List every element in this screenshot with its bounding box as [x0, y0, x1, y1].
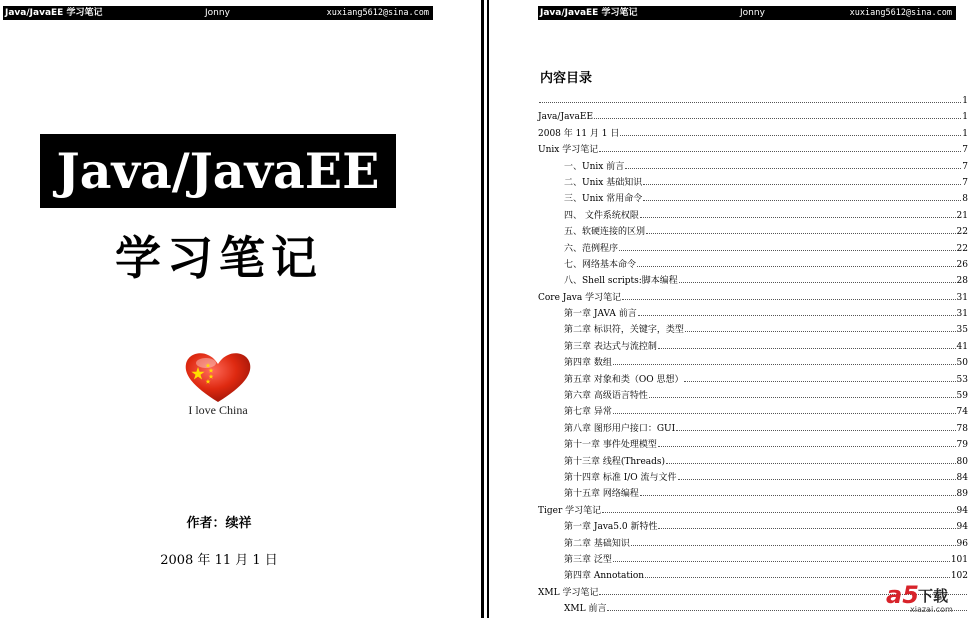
toc-entry-label: 第十五章 网络编程 [564, 489, 639, 500]
toc-entry-page: 7 [962, 161, 968, 172]
toc-entry-label: 第一章 JAVA 前言 [564, 309, 637, 320]
header-email: xuxiang5612@sina.com [849, 8, 952, 18]
toc-entry-page: 79 [956, 440, 968, 451]
toc-entry[interactable] [538, 306, 968, 322]
toc-entry[interactable] [538, 421, 968, 437]
toc-entry-page: 31 [956, 309, 968, 320]
cover-author: 作者：续祥 [186, 516, 252, 531]
toc-entry[interactable] [538, 536, 968, 552]
toc-entry[interactable] [538, 290, 968, 306]
toc-entry-page: 7 [962, 177, 968, 188]
toc-entry[interactable] [538, 93, 968, 109]
toc-leader-dots [666, 462, 955, 464]
toc-leader-dots [684, 380, 955, 382]
page-header [3, 6, 433, 20]
toc-entry[interactable] [538, 241, 968, 257]
toc-leader-dots [622, 298, 955, 300]
header-doc-title: Java/JavaEE 学习笔记 [540, 8, 638, 18]
toc-entry-label: 第三章 泛型 [564, 554, 612, 565]
toc-leader-dots [625, 167, 961, 169]
toc-entry-label: Tiger 学习笔记 [538, 505, 602, 516]
toc-entry-page: 22 [956, 243, 968, 254]
toc-leader-dots [637, 265, 956, 267]
toc-leader-dots [658, 347, 956, 349]
watermark-brand: a5 [886, 581, 919, 609]
toc-entry-label: 四、 文件系统权限 [564, 210, 639, 221]
toc-entry-label: 第一章 Java5.0 新特性 [564, 522, 658, 533]
toc-leader-dots [613, 363, 956, 365]
header-doc-title: Java/JavaEE 学习笔记 [5, 8, 103, 18]
watermark-text: 下载 [918, 587, 949, 605]
toc-entry[interactable] [538, 454, 968, 470]
toc-entry-label: 第十一章 事件处理模型 [564, 440, 657, 451]
toc-leader-dots [643, 183, 961, 185]
toc-entry[interactable] [538, 224, 968, 240]
cover-page [0, 0, 481, 618]
image-caption: I love China [188, 403, 248, 417]
toc-entry-page: 74 [956, 407, 968, 418]
toc-entry[interactable] [538, 339, 968, 355]
toc-entry-page: 1 [962, 112, 968, 123]
toc-leader-dots [620, 134, 961, 136]
toc-entry-page: 94 [956, 505, 968, 516]
toc-entry-label: 第十三章 线程(Threads) [564, 456, 666, 467]
toc-entry-label: 第三章 表达式与流控制 [564, 341, 657, 352]
toc-entry-label: 第六章 高级语言特性 [564, 391, 648, 402]
toc-entry[interactable] [538, 503, 968, 519]
toc-entry-page: 41 [956, 341, 968, 352]
toc-entry[interactable] [538, 208, 968, 224]
toc-leader-dots [646, 232, 956, 234]
toc-entry[interactable] [538, 388, 968, 404]
toc-entry-page: 84 [956, 472, 968, 483]
toc-leader-dots [643, 199, 961, 201]
toc-entry-page: 101 [950, 554, 968, 565]
toc-entry[interactable] [538, 519, 968, 535]
toc-entry-page: 28 [956, 276, 968, 287]
toc-entry-page: 22 [956, 227, 968, 238]
toc-leader-dots [539, 101, 961, 103]
toc-entry-label: 第二章 标识符，关键字，类型 [564, 325, 684, 336]
toc-entry-label: 第四章 Annotation [564, 571, 645, 582]
toc-leader-dots [613, 412, 956, 414]
header-author: Jonny [740, 8, 765, 18]
toc-leader-dots [649, 396, 956, 398]
toc-entry-label: 第十四章 标准 I/O 流与文件 [564, 472, 677, 483]
toc-entry-page: 21 [956, 210, 968, 221]
toc-leader-dots [613, 560, 950, 562]
toc-entry-label: 一、Unix 前言 [564, 161, 625, 172]
toc-entry-page: 96 [956, 538, 968, 549]
toc-entry[interactable] [538, 142, 968, 158]
toc-entry-page: 31 [956, 292, 968, 303]
toc-entry[interactable] [538, 372, 968, 388]
toc-entry-page: 102 [950, 571, 968, 582]
toc-entry-label: 第七章 异常 [564, 407, 612, 418]
toc-entry[interactable] [538, 470, 968, 486]
toc-leader-dots [640, 216, 956, 218]
toc-leader-dots [679, 281, 956, 283]
page-header [538, 6, 956, 20]
toc-entry-label: Unix 学习笔记 [538, 145, 599, 156]
toc-entry[interactable] [538, 552, 968, 568]
heart-flag-icon [180, 350, 256, 405]
toc-entry-page: 7 [962, 145, 968, 156]
toc-leader-dots [678, 478, 956, 480]
toc-entry[interactable] [538, 159, 968, 175]
toc-entry-label: Java/JavaEE [538, 112, 594, 123]
toc-entry[interactable] [538, 273, 968, 289]
page-divider-left [481, 0, 484, 618]
page-divider-right [487, 0, 489, 618]
toc-entry[interactable] [538, 191, 968, 207]
toc-entry-page: 26 [956, 259, 968, 270]
toc-entry-label: 七、网络基本命令 [564, 259, 637, 270]
toc-entry-label: Core Java 学习笔记 [538, 292, 622, 303]
toc-entry[interactable] [538, 437, 968, 453]
heart-flag-image [180, 350, 260, 425]
toc-entry[interactable] [538, 257, 968, 273]
toc-entry-page: 50 [956, 358, 968, 369]
toc-leader-dots [602, 511, 955, 513]
toc-entry-label: 第四章 数组 [564, 358, 612, 369]
toc-entry-page: 1 [962, 96, 968, 106]
toc-entry-page: 1 [962, 128, 968, 139]
toc-entry-label: 二、Unix 基础知识 [564, 177, 643, 188]
cover-subtitle: 学习笔记 [115, 231, 323, 285]
toc-entry-label: XML 前言 [564, 604, 607, 615]
toc-entry-page: 80 [956, 456, 968, 467]
toc-entry-label: 第二章 基础知识 [564, 538, 630, 549]
toc-page [490, 0, 973, 618]
toc-entry[interactable] [538, 175, 968, 191]
toc-entry-page: 89 [956, 489, 968, 500]
toc-entry-label: 2008 年 11 月 1 日 [538, 128, 620, 139]
toc-entry-label: 五、软硬连接的区别 [564, 227, 646, 238]
toc-entry-label: 第八章 图形用户接口：GUI [564, 423, 676, 434]
toc-entry-page: 94 [956, 522, 968, 533]
toc-leader-dots [658, 445, 956, 447]
toc-leader-dots [645, 576, 950, 578]
toc-entry[interactable] [538, 126, 968, 142]
toc-entry[interactable] [538, 355, 968, 371]
toc-leader-dots [685, 330, 956, 332]
toc-leader-dots [599, 150, 961, 152]
toc-entry[interactable] [538, 486, 968, 502]
toc-entry[interactable] [538, 322, 968, 338]
toc-leader-dots [640, 494, 956, 496]
toc-leader-dots [638, 314, 956, 316]
toc-entry-label: 第五章 对象和类（OO 思想） [564, 374, 684, 385]
header-author: Jonny [205, 8, 230, 18]
watermark-url: xiazai.com [910, 605, 953, 614]
toc-leader-dots [594, 117, 961, 119]
header-email: xuxiang5612@sina.com [326, 8, 429, 18]
toc-entry-label: 八、Shell scripts:脚本编程 [564, 276, 678, 287]
toc-leader-dots [631, 544, 956, 546]
toc-leader-dots [658, 527, 955, 529]
toc-entry-page: 59 [956, 391, 968, 402]
toc-entry[interactable] [538, 109, 968, 125]
toc-entry-page: 8 [962, 194, 968, 205]
toc-leader-dots [676, 429, 955, 431]
toc-entry[interactable] [538, 404, 968, 420]
cover-date: 2008 年 11 月 1 日 [160, 553, 278, 568]
toc-entry-page: 35 [956, 325, 968, 336]
table-of-contents [538, 93, 968, 618]
toc-title: 内容目录 [540, 71, 593, 86]
a5-watermark-logo [882, 582, 962, 616]
toc-entry-label: 六、范例程序 [564, 243, 619, 254]
toc-entry-page: 53 [956, 374, 968, 385]
toc-entry-label: 三、Unix 常用命令 [564, 194, 643, 205]
toc-leader-dots [619, 249, 956, 251]
toc-entry-page: 78 [956, 423, 968, 434]
cover-title: Java/JavaEE [40, 134, 396, 208]
toc-entry-label: XML 学习笔记 [538, 587, 599, 598]
